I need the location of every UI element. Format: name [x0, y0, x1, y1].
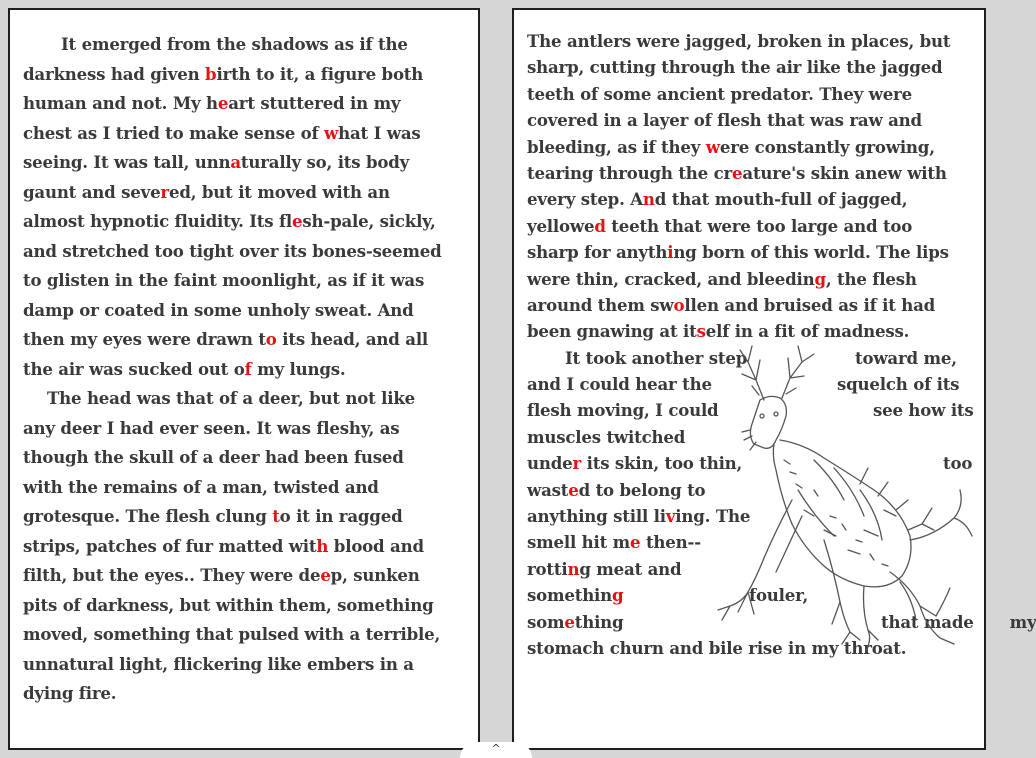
text-segment: too	[943, 453, 973, 474]
text-segment: The antlers were jagged, broken in places, but	[527, 31, 951, 51]
text-segment: filth, but the eyes.. They were de	[23, 565, 321, 585]
text-line	[23, 532, 470, 562]
text-line	[23, 30, 470, 60]
text-segment: It emerged from the shadows as if the	[61, 34, 408, 54]
text-segment: with the remains of a man, twisted and	[23, 476, 379, 497]
text-segment: blood and	[328, 535, 424, 556]
text-segment: The head was that of a deer, but not like	[47, 388, 416, 408]
text-segment: yellowe	[527, 215, 595, 236]
text-segment: pits of darkness, but within them, something	[23, 594, 434, 615]
highlighted-letter: w	[705, 136, 720, 157]
text-line	[23, 89, 470, 119]
text-segment: toward me,	[855, 347, 957, 368]
highlighted-letter: e	[217, 93, 229, 113]
collapse-handle[interactable]: ^	[460, 742, 532, 758]
text-segment: art stuttered in my	[228, 93, 401, 113]
text-line	[23, 414, 470, 444]
highlighted-letter: g	[814, 268, 826, 289]
text-segment: darkness had given	[23, 63, 206, 84]
text-segment: human and not. My h	[23, 93, 218, 113]
highlighted-letter: v	[665, 506, 676, 527]
highlighted-letter: a	[230, 152, 241, 172]
text-segment: every step. A	[527, 189, 643, 210]
text-segment: ere constantly growing,	[719, 136, 935, 157]
highlighted-letter: e	[320, 565, 331, 585]
text-segment: its skin, too thin,	[581, 453, 743, 474]
text-line	[527, 186, 976, 212]
text-segment: moved, something that pulsed with a terrible,	[23, 624, 441, 644]
text-line	[23, 266, 470, 296]
text-line	[23, 650, 470, 680]
text-segment: my lungs.	[251, 358, 346, 379]
text-line	[23, 679, 470, 709]
text-line	[23, 561, 470, 591]
text-segment: ature's skin anew with	[742, 162, 947, 183]
text-line	[23, 443, 470, 473]
text-segment: rotti	[527, 558, 568, 579]
text-segment: hat I was	[338, 122, 421, 143]
highlighted-letter: d	[594, 215, 606, 236]
text-line	[23, 473, 470, 503]
text-segment: strips, patches of fur matted wit	[23, 535, 317, 556]
text-line	[527, 107, 976, 133]
right-page	[512, 8, 1036, 750]
text-segment: unnatural light, flickering like embers in a	[23, 653, 414, 674]
text-segment: my	[1009, 611, 1036, 632]
text-segment: irth to it, a figure both	[216, 63, 424, 84]
text-segment: llen and bruised as if it had	[684, 294, 936, 315]
text-segment: teeth of some ancient predator. They were	[527, 83, 912, 104]
text-segment: som	[527, 611, 565, 632]
text-segment: see how its	[873, 400, 974, 421]
text-line	[527, 28, 976, 54]
highlighted-letter: t	[272, 506, 280, 526]
highlighted-letter: w	[324, 122, 339, 143]
text-segment: flesh moving, I could	[527, 400, 719, 421]
highlighted-letter: i	[667, 242, 674, 263]
text-line	[527, 160, 976, 186]
text-segment: d to belong to	[578, 479, 706, 500]
text-segment: grotesque. The flesh clung	[23, 506, 273, 526]
text-segment: , the flesh	[825, 268, 917, 289]
highlighted-letter: f	[244, 358, 252, 379]
highlighted-letter: o	[265, 329, 277, 349]
highlighted-letter: n	[567, 558, 580, 579]
text-line	[23, 60, 470, 90]
text-segment: covered in a layer of flesh that was raw and	[527, 110, 922, 131]
text-line	[23, 591, 470, 621]
highlighted-letter: o	[673, 294, 685, 315]
text-line	[23, 237, 470, 267]
text-segment: muscles twitched	[527, 426, 686, 447]
text-segment: sharp for anyth	[527, 242, 668, 263]
highlighted-letter: e	[564, 611, 575, 632]
text-segment: smell hit m	[527, 532, 631, 553]
text-segment: around them sw	[527, 294, 674, 315]
left-page	[8, 8, 480, 750]
text-segment: ed, but it moved with an	[168, 181, 390, 202]
text-segment: ing. The	[675, 506, 751, 527]
text-line	[23, 148, 470, 178]
text-segment: thing	[574, 611, 624, 632]
text-segment: p, sunken	[330, 565, 420, 585]
text-segment: anything still li	[527, 506, 666, 527]
text-line	[527, 134, 976, 160]
text-line	[527, 81, 976, 107]
text-line	[527, 213, 976, 239]
left-page-text	[23, 30, 470, 709]
text-segment: and I could hear the	[527, 374, 712, 395]
text-segment: somethin	[527, 585, 613, 606]
highlighted-letter: b	[205, 63, 217, 84]
deer-creature-illustration	[664, 340, 984, 660]
text-segment: the air was sucked out o	[23, 358, 245, 379]
text-segment: then my eyes were drawn t	[23, 329, 266, 349]
text-segment: damp or coated in some unholy sweat. And	[23, 299, 414, 320]
text-segment: stomach churn and bile rise in my throat.	[527, 637, 907, 658]
text-segment: that made	[881, 611, 974, 632]
text-segment: its head, and all	[276, 329, 429, 349]
text-segment: fouler,	[749, 585, 809, 606]
text-segment: gaunt and seve	[23, 181, 161, 202]
text-segment: sh-pale, sickly,	[302, 211, 436, 231]
text-segment: to glisten in the faint moonlight, as if it was	[23, 270, 425, 290]
highlighted-letter: h	[316, 535, 329, 556]
text-line	[527, 266, 976, 292]
text-segment: g meat and	[579, 558, 682, 579]
text-segment: ng born of this world. The lips	[673, 242, 949, 263]
text-segment: elf in a fit of madness.	[705, 321, 910, 342]
highlighted-letter: e	[630, 532, 641, 553]
text-segment: dying fire.	[23, 683, 117, 703]
text-line	[23, 178, 470, 208]
text-segment: sharp, cutting through the air like the jagged	[527, 57, 943, 78]
text-segment: wast	[527, 479, 569, 500]
text-segment: were thin, cracked, and bleedin	[527, 268, 815, 289]
text-line	[527, 54, 976, 80]
text-line	[23, 502, 470, 532]
text-segment: and stretched too tight over its bones-seemed	[23, 240, 442, 261]
text-line	[23, 355, 470, 385]
highlighted-letter: r	[572, 453, 582, 474]
text-segment: chest as I tried to make sense of	[23, 122, 325, 143]
text-segment: tearing through the cr	[527, 162, 733, 183]
highlighted-letter: r	[160, 181, 169, 202]
text-segment: almost hypnotic fluidity. Its fl	[23, 211, 293, 231]
highlighted-letter: e	[292, 211, 303, 231]
text-line	[23, 207, 470, 237]
highlighted-letter: g	[612, 585, 624, 606]
highlighted-letter: s	[696, 321, 706, 342]
text-segment: It took another step	[565, 347, 748, 368]
text-segment: seeing. It was tall, unn	[23, 152, 231, 172]
text-line	[527, 292, 976, 318]
highlighted-letter: e	[568, 479, 579, 500]
highlighted-letter: n	[642, 189, 655, 210]
text-segment: squelch of its	[837, 374, 960, 395]
text-segment: unde	[527, 453, 573, 474]
text-segment: been gnawing at it	[527, 321, 697, 342]
text-line	[23, 119, 470, 149]
text-segment: d that mouth-full of jagged,	[654, 189, 908, 210]
text-line	[23, 620, 470, 650]
text-segment: though the skull of a deer had been fused	[23, 447, 404, 467]
text-segment: o it in ragged	[279, 506, 403, 526]
text-segment: then--	[640, 532, 701, 553]
text-line	[23, 296, 470, 326]
text-segment: any deer I had ever seen. It was fleshy, as	[23, 417, 400, 438]
text-segment: teeth that were too large and too	[605, 215, 913, 236]
text-segment: turally so, its body	[240, 152, 410, 172]
text-line	[23, 325, 470, 355]
text-segment: bleeding, as if they	[527, 136, 706, 157]
text-line	[527, 239, 976, 265]
highlighted-letter: e	[732, 162, 743, 183]
text-line	[23, 384, 470, 414]
